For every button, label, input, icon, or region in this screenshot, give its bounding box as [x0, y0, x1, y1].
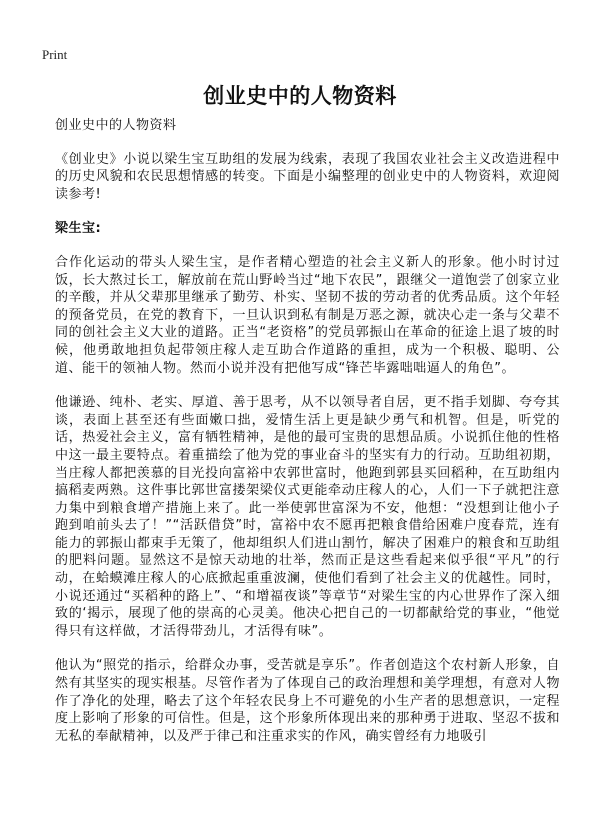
- body-paragraph-1: 合作化运动的带头人梁生宝，是作者精心塑造的社会主义新人的形象。他小时讨过饭，长大熬过长工，解放前在荒山野岭当过“地下农民”，跟继父一道饱尝了创家立业的辛酸，并从父辈那里继承了勤劳、朴实、坚韧不拔的劳动者的优秀品质。这个年轻的预备党员，在党的教育下，一旦认识到私有制是万恶之源，就决心走一条与父辈不同的创社会主义大业的道路。正当“老资格”的党员郭振山在革命的征途上退了坡的时候，他勇敢地担负起带领庄稼人走互助合作道路的重担，成为一个积极、聪明、公道、能干的领袖人物。然而小说并没有把他写成“锋芒毕露咄咄逼人的角色”。: [55, 254, 560, 376]
- article-body: [55, 117, 560, 762]
- intro-paragraph: 《创业史》小说以梁生宝互助组的发展为线索，表现了我国农业社会主义改造进程中的历史风貌和农民思想情感的转变。下面是小编整理的创业史中的人物资料，欢迎阅读参考!: [55, 151, 560, 202]
- page-title: 创业史中的人物资料: [203, 84, 397, 108]
- article-subtitle: 创业史中的人物资料: [55, 118, 177, 133]
- body-paragraph-3: 他认为“照党的指示，给群众办事，受苦就是享乐”。作者创造这个农村新人形象，自然有其坚实的现实根基。尽管作者为了体现自己的政治理想和美学理想，有意对人物作了净化的处理，略去了这个年轻农民身上不可避免的小生产者的思想意识，一定程度上影响了形象的可信性。但是，这个形象所体现出来的那种勇于进取、坚忍不拔和无私的奉献精神，以及严于律己和注重求实的作风，确实曾经有力地吸引: [55, 658, 560, 744]
- print-link[interactable]: Print: [42, 47, 68, 62]
- body-paragraph-2: 他谦逊、纯朴、老实、厚道、善于思考，从不以领导者自居，更不指手划脚、夸夸其谈，表面上甚至还有些面嫩口拙，爱情生活上更是缺少勇气和机智。但是，听党的话，热爱社会主义，富有牺牲精神，是他的最可宝贵的思想品质。小说抓住他的性格中这一最主要特点。着重描绘了他为党的事业奋斗的坚实有力的行动。互助组初期，当庄稼人都把羡慕的目光投向富裕中农郭世富时，他跑到郭县买回稻种，在互助组内搞稻麦两熟。这件事比郭世富搂架梁仪式更能牵动庄稼人的心，人们一下子就把注意力集中到粮食增产措施上来了。此一举使郭世富深为不安，他想：“没想到让他小子跑到咱前头去了！”“活跃借贷”时，富裕中农不愿再把粮食借给困难户度春荒，连有能力的郭振山都束手无策了，他却组织人们进山割竹，解决了困难户的粮食和互助组的肥料问题。显然这不是惊天动地的壮举，然而正是这些看起来似乎很“平凡”的行动，在蛤蟆滩庄稼人的心底掀起重重波澜，使他们看到了社会主义的优越性。同时，小说还通过“买稻种的路上”、“和增福夜谈”等章节“对梁生宝的内心世界作了深入细致的‘揭示，展现了他的崇高的心灵美。他决心把自己的一切都献给党的事业，“他觉得只有这样做，才活得带劲儿，才活得有味”。: [55, 395, 560, 639]
- section-heading: 梁生宝:: [55, 221, 102, 237]
